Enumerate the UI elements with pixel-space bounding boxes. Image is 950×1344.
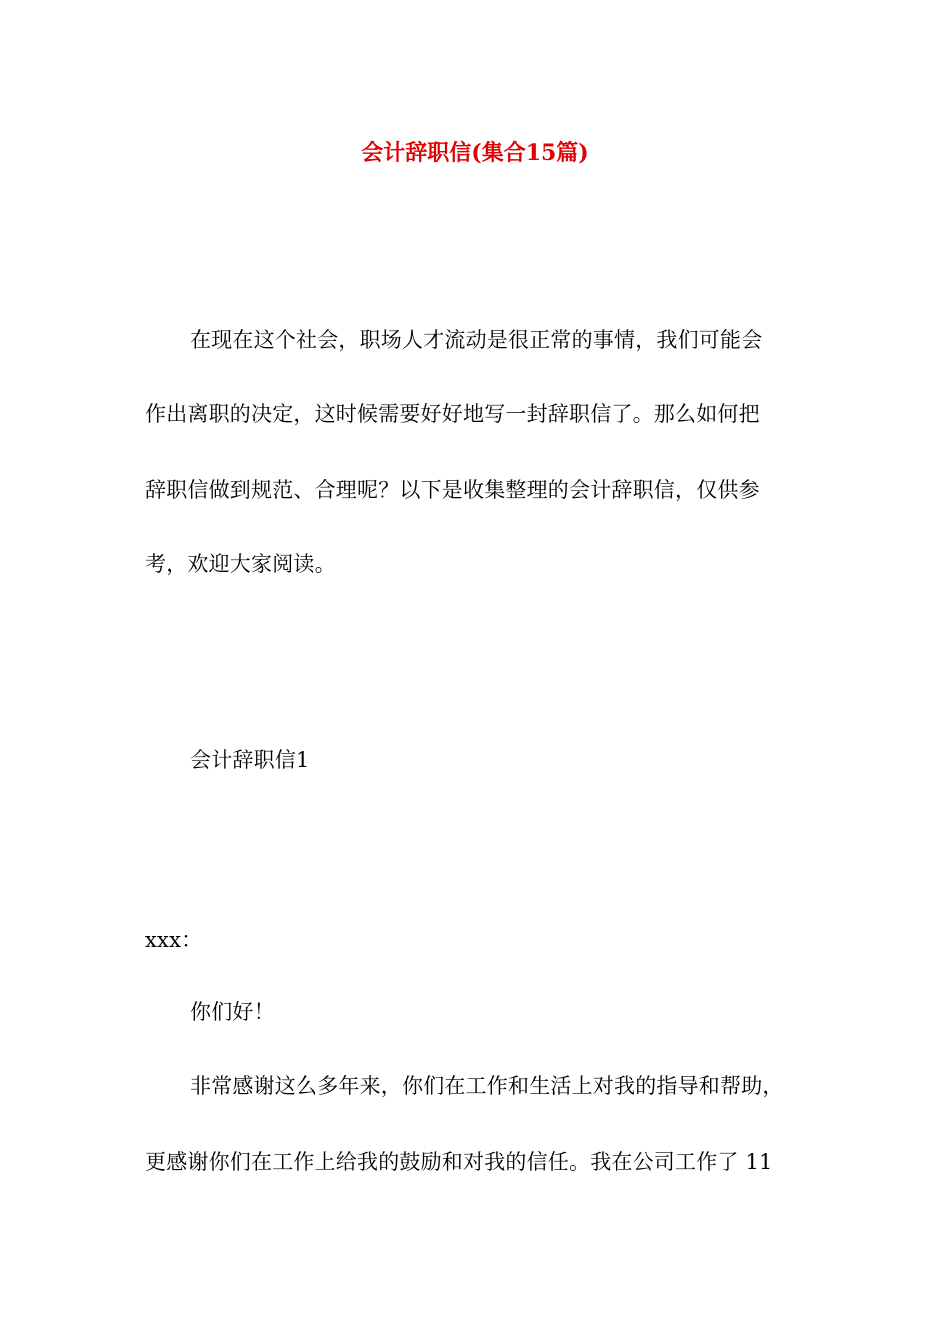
body-line-1: 非常感谢这么多年来，你们在工作和生活上对我的指导和帮助， <box>190 1074 784 1098</box>
intro-line-2: 作出离职的决定，这时候需要好好地写一封辞职信了。那么如何把 <box>145 402 760 426</box>
salutation: xxx： <box>145 928 203 952</box>
intro-line-3: 辞职信做到规范、合理呢？以下是收集整理的会计辞职信，仅供参 <box>145 478 760 502</box>
intro-line-4: 考，欢迎大家阅读。 <box>145 552 336 576</box>
greeting: 你们好！ <box>190 1000 275 1024</box>
body-line-2: 更感谢你们在工作上给我的鼓励和对我的信任。我在公司工作了 11 <box>145 1150 773 1174</box>
section-heading: 会计辞职信1 <box>190 748 310 772</box>
intro-line-1: 在现在这个社会，职场人才流动是很正常的事情，我们可能会 <box>190 328 763 352</box>
document-title: 会计辞职信(集合15篇) <box>361 140 589 166</box>
